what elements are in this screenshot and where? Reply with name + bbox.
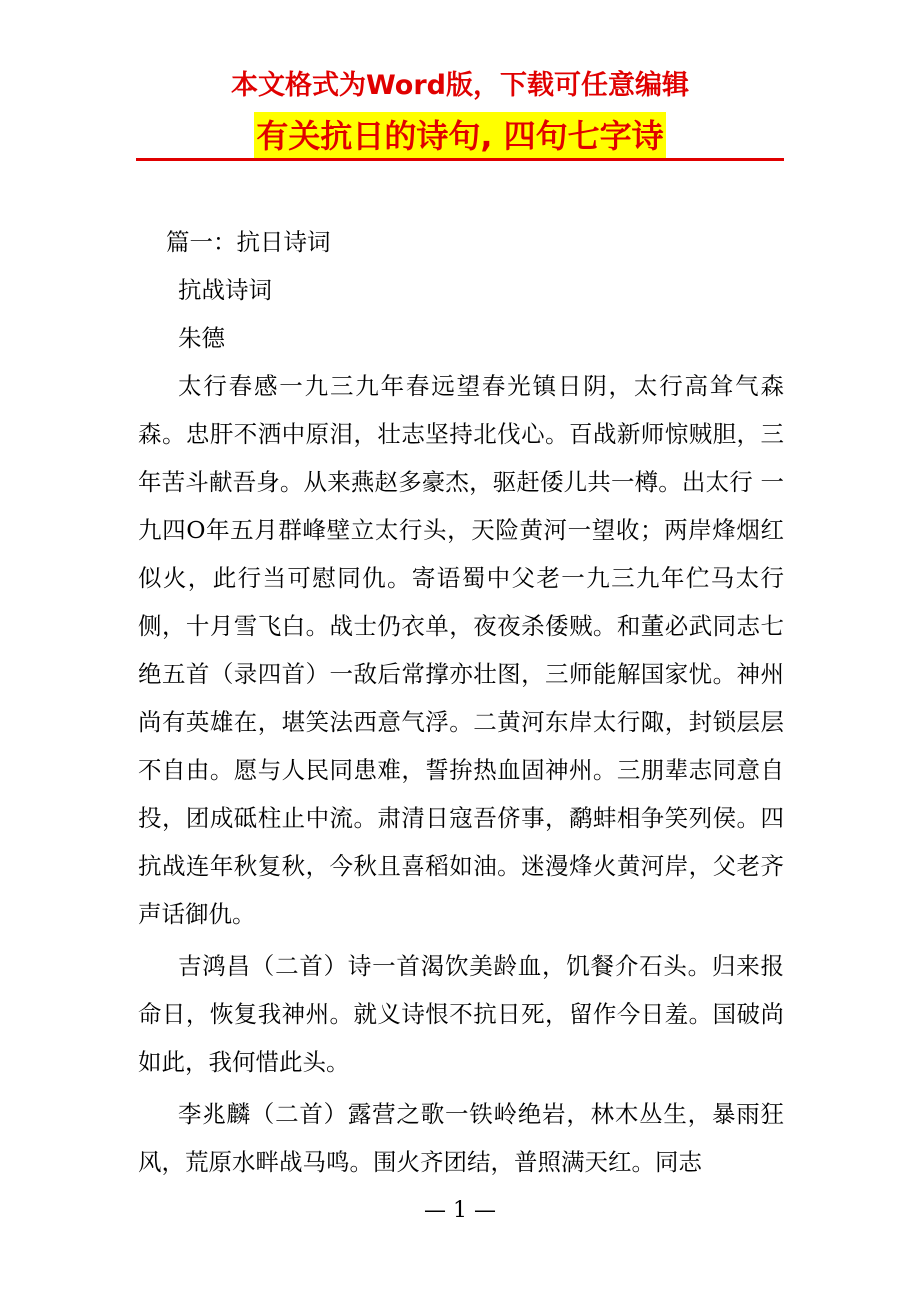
document-body (138, 218, 784, 1186)
format-notice-banner: 本文格式为Word版，下载可任意编辑 (230, 70, 689, 101)
body-paragraph: 吉鸿昌（二首）诗一首渴饮美龄血，饥餐介石头。归来报命日，恢复我神州。就义诗恨不抗日死，留作今日羞。国破尚如此，我何惜此头。 (138, 952, 784, 1076)
document-title: 有关抗日的诗句, 四句七字诗 (254, 112, 665, 160)
body-paragraph: 太行春感一九三九年春远望春光镇日阴，太行高耸气森森。忠肝不洒中原泪，壮志坚持北伐心。百战新师惊贼胆，三年苦斗献吾身。从来燕赵多豪杰，驱赶倭儿共一樽。出太行 一九四O年五月群峰壁立太行头，天险黄河一望收；两岸烽烟红似火，此行当可慰同仇。寄语蜀中父老一九三九年伫马太行侧，十月雪飞白。战士仍衣单，夜夜杀倭贼。和董必武同志七绝五首（录四首）一敌后常撑亦壮图，三师能解国家忧。神州尚有英雄在，堪笑法西意气浮。二黄河东岸太行陬，封锁层层不自由。愿与人民同患难，誓拚热血固神州。三朋辈志同意自投，团成砥柱止中流。肃清日寇吾侪事，鹬蚌相争笑列侯。四抗战连年秋复秋，今秋且喜稻如油。迷漫烽火黄河岸，父老齐声话御仇。 (138, 372, 784, 928)
title-container (0, 112, 920, 160)
title-underline-divider (136, 158, 784, 161)
page-number: — 1 — (424, 1198, 496, 1223)
author-name: 朱德 (178, 324, 225, 352)
body-paragraph: 李兆麟（二首）露营之歌一铁岭绝岩，林木丛生，暴雨狂风，荒原水畔战马鸣。围火齐团结，普照满天红。同志 (138, 1100, 784, 1176)
section-heading: 篇一：抗日诗词 (166, 228, 331, 256)
poem-collection-title: 抗战诗词 (178, 276, 272, 304)
